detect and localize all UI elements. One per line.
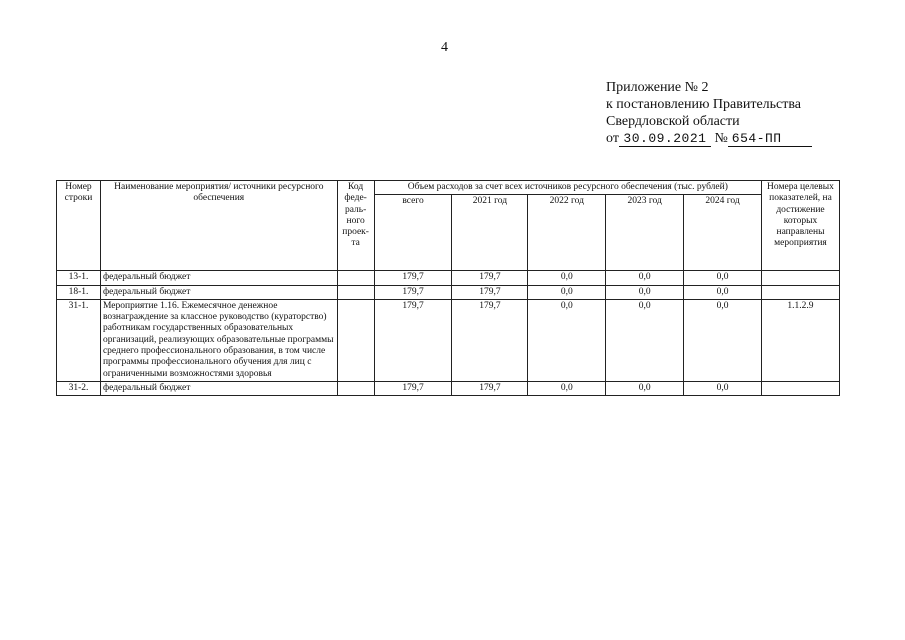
document-date-line (606, 130, 812, 147)
cell-2023: 0,0 (606, 299, 684, 381)
cell-2024: 0,0 (684, 299, 762, 381)
header-total: всего (374, 195, 452, 271)
appendix-resolution: к постановлению Правительства (606, 97, 802, 112)
cell-row-number: 18-1. (57, 285, 101, 299)
table-row (57, 381, 840, 395)
table-row (57, 271, 840, 285)
header-2021: 2021 год (452, 195, 528, 271)
table-row (57, 299, 840, 381)
cell-indicators: 1.1.2.9 (761, 299, 839, 381)
cell-2022: 0,0 (528, 381, 606, 395)
cell-2024: 0,0 (684, 271, 762, 285)
cell-2022: 0,0 (528, 271, 606, 285)
table-row (57, 285, 840, 299)
header-name: Наименование мероприятия/ источники ресурсного обеспечения (100, 181, 337, 271)
cell-code (337, 285, 374, 299)
appendix-region: Свердловской области (606, 114, 740, 129)
cell-indicators (761, 271, 839, 285)
cell-row-number: 31-1. (57, 299, 101, 381)
header-row-number: Номер строки (57, 181, 101, 271)
cell-name: федеральный бюджет (100, 285, 337, 299)
cell-2021: 179,7 (452, 271, 528, 285)
cell-total: 179,7 (374, 381, 452, 395)
cell-code (337, 299, 374, 381)
cell-row-number: 13-1. (57, 271, 101, 285)
cell-total: 179,7 (374, 285, 452, 299)
cell-total: 179,7 (374, 299, 452, 381)
page-number: 4 (441, 40, 448, 55)
cell-2021: 179,7 (452, 381, 528, 395)
cell-2023: 0,0 (606, 381, 684, 395)
header-2023: 2023 год (606, 195, 684, 271)
document-date: 30.09.2021 (619, 132, 711, 147)
cell-2024: 0,0 (684, 381, 762, 395)
cell-row-number: 31-2. (57, 381, 101, 395)
cell-2021: 179,7 (452, 299, 528, 381)
header-indicators: Номера целевых показателей, на достижение которых направлены мероприятия (761, 181, 839, 271)
cell-code (337, 271, 374, 285)
appendix-block (606, 79, 812, 147)
cell-2024: 0,0 (684, 285, 762, 299)
header-2022: 2022 год (528, 195, 606, 271)
cell-code (337, 381, 374, 395)
number-prefix: № (714, 131, 728, 146)
date-prefix: от (606, 131, 619, 146)
cell-2023: 0,0 (606, 271, 684, 285)
cell-total: 179,7 (374, 271, 452, 285)
cell-name: Мероприятие 1.16. Ежемесячное денежное вознаграждение за классное руководство (кураторство) работникам государственных образовательных организаций, реализующих образовательные программы среднего профессионального образования, в том числе программы профессионального обучения для лиц с ограниченными возможностями здоровья (100, 299, 337, 381)
header-code: Код феде- раль- ного проек- та (337, 181, 374, 271)
cell-2023: 0,0 (606, 285, 684, 299)
cell-2022: 0,0 (528, 285, 606, 299)
header-2024: 2024 год (684, 195, 762, 271)
cell-name: федеральный бюджет (100, 381, 337, 395)
funding-table (56, 180, 840, 396)
document-number: 654-ПП (728, 132, 812, 147)
cell-name: федеральный бюджет (100, 271, 337, 285)
cell-2021: 179,7 (452, 285, 528, 299)
header-volume-group: Объем расходов за счет всех источников ресурсного обеспечения (тыс. рублей) (374, 181, 761, 195)
appendix-title: Приложение № 2 (606, 80, 709, 95)
cell-2022: 0,0 (528, 299, 606, 381)
cell-indicators (761, 381, 839, 395)
cell-indicators (761, 285, 839, 299)
